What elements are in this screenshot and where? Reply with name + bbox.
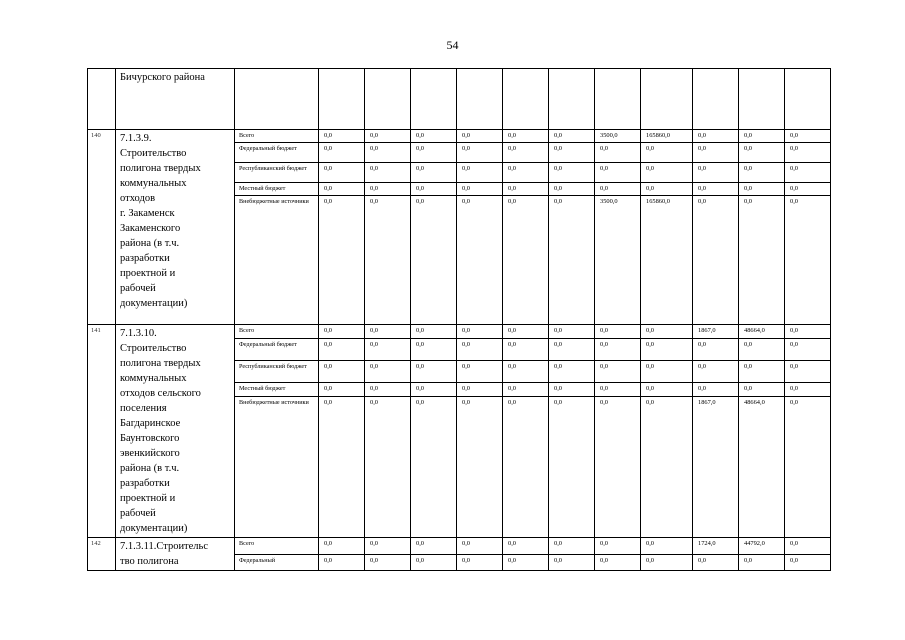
value-cell: 0,0 <box>641 383 693 397</box>
value-cell: 0,0 <box>595 538 641 555</box>
funding-source-label: Внебюджетные источники <box>235 397 319 538</box>
value-cell: 0,0 <box>319 397 365 538</box>
value-cell: 0,0 <box>457 143 503 163</box>
value-cell: 0,0 <box>785 383 831 397</box>
value-cell: 165860,0 <box>641 130 693 143</box>
value-cell: 0,0 <box>319 163 365 183</box>
value-cell: 1724,0 <box>693 538 739 555</box>
value-cell: 0,0 <box>595 183 641 196</box>
value-cell: 0,0 <box>457 339 503 361</box>
value-cell: 0,0 <box>365 339 411 361</box>
funding-source-label: Всего <box>235 130 319 143</box>
value-cell <box>549 69 595 130</box>
value-cell: 0,0 <box>411 554 457 571</box>
value-cell: 3500,0 <box>595 130 641 143</box>
value-cell: 0,0 <box>549 325 595 339</box>
value-cell: 0,0 <box>457 130 503 143</box>
value-cell: 0,0 <box>457 196 503 325</box>
value-cell <box>411 69 457 130</box>
value-cell: 0,0 <box>319 325 365 339</box>
funding-source-label: Федеральный <box>235 554 319 571</box>
row-name: 7.1.3.10. Строительство полигона твердых коммунальных отходов сельского поселения Багдаринское Баунтовского эвенкийского района (в т.ч. разработки проектной и рабочей документации) <box>116 325 235 538</box>
value-cell: 0,0 <box>641 361 693 383</box>
value-cell: 0,0 <box>549 554 595 571</box>
value-cell: 0,0 <box>411 397 457 538</box>
value-cell: 0,0 <box>411 538 457 555</box>
value-cell: 0,0 <box>365 325 411 339</box>
value-cell: 0,0 <box>641 325 693 339</box>
value-cell: 0,0 <box>785 143 831 163</box>
value-cell: 0,0 <box>693 383 739 397</box>
value-cell: 0,0 <box>411 143 457 163</box>
value-cell: 0,0 <box>595 163 641 183</box>
value-cell: 0,0 <box>641 183 693 196</box>
value-cell: 0,0 <box>411 339 457 361</box>
value-cell <box>785 69 831 130</box>
value-cell <box>641 69 693 130</box>
value-cell: 0,0 <box>693 361 739 383</box>
funding-table <box>87 68 831 571</box>
value-cell: 0,0 <box>739 339 785 361</box>
funding-source-label: Местный бюджет <box>235 383 319 397</box>
value-cell: 0,0 <box>457 383 503 397</box>
value-cell: 0,0 <box>503 361 549 383</box>
value-cell: 0,0 <box>503 130 549 143</box>
table-row <box>88 130 831 143</box>
value-cell: 0,0 <box>641 397 693 538</box>
value-cell: 0,0 <box>785 554 831 571</box>
row-name: 7.1.3.11.Строительс тво полигона <box>116 538 235 571</box>
value-cell: 44792,0 <box>739 538 785 555</box>
table-row <box>88 69 831 130</box>
value-cell: 0,0 <box>319 143 365 163</box>
value-cell: 0,0 <box>503 538 549 555</box>
value-cell: 0,0 <box>785 339 831 361</box>
value-cell: 0,0 <box>411 325 457 339</box>
value-cell: 0,0 <box>641 339 693 361</box>
value-cell: 1867,0 <box>693 325 739 339</box>
page-number: 54 <box>446 38 459 52</box>
value-cell: 0,0 <box>365 383 411 397</box>
row-number: 142 <box>88 538 116 571</box>
value-cell: 0,0 <box>785 163 831 183</box>
value-cell: 0,0 <box>319 383 365 397</box>
value-cell: 0,0 <box>503 383 549 397</box>
value-cell: 0,0 <box>319 361 365 383</box>
value-cell: 0,0 <box>365 538 411 555</box>
value-cell <box>319 69 365 130</box>
funding-source-label: Республиканский бюджет <box>235 361 319 383</box>
value-cell: 0,0 <box>503 554 549 571</box>
value-cell: 0,0 <box>457 397 503 538</box>
value-cell: 0,0 <box>549 383 595 397</box>
value-cell <box>693 69 739 130</box>
row-name: 7.1.3.9. Строительство полигона твердых коммунальных отходов г. Закаменск Закаменского района (в т.ч. разработки проектной и рабочей документации) <box>116 130 235 325</box>
value-cell: 0,0 <box>641 554 693 571</box>
funding-source-label: Внебюджетные источники <box>235 196 319 325</box>
value-cell: 0,0 <box>693 130 739 143</box>
value-cell: 3500,0 <box>595 196 641 325</box>
value-cell: 0,0 <box>503 196 549 325</box>
value-cell: 0,0 <box>503 143 549 163</box>
value-cell: 165860,0 <box>641 196 693 325</box>
value-cell: 0,0 <box>693 554 739 571</box>
value-cell: 0,0 <box>549 339 595 361</box>
value-cell: 0,0 <box>411 196 457 325</box>
value-cell: 0,0 <box>457 538 503 555</box>
value-cell: 0,0 <box>595 383 641 397</box>
value-cell: 0,0 <box>365 143 411 163</box>
value-cell: 0,0 <box>319 339 365 361</box>
value-cell: 0,0 <box>365 397 411 538</box>
funding-source-label: Федеральный бюджет <box>235 143 319 163</box>
value-cell <box>457 69 503 130</box>
value-cell: 0,0 <box>503 183 549 196</box>
value-cell: 0,0 <box>693 339 739 361</box>
value-cell: 0,0 <box>319 130 365 143</box>
funding-source-label: Местный бюджет <box>235 183 319 196</box>
value-cell: 0,0 <box>595 143 641 163</box>
value-cell: 0,0 <box>739 554 785 571</box>
value-cell: 0,0 <box>549 130 595 143</box>
value-cell: 0,0 <box>365 183 411 196</box>
value-cell: 0,0 <box>693 163 739 183</box>
value-cell: 0,0 <box>739 361 785 383</box>
value-cell: 0,0 <box>549 143 595 163</box>
value-cell: 0,0 <box>411 130 457 143</box>
value-cell: 0,0 <box>319 538 365 555</box>
value-cell: 0,0 <box>457 163 503 183</box>
table-row <box>88 325 831 339</box>
value-cell: 0,0 <box>739 196 785 325</box>
value-cell: 0,0 <box>549 361 595 383</box>
value-cell: 0,0 <box>739 130 785 143</box>
value-cell: 1867,0 <box>693 397 739 538</box>
value-cell: 0,0 <box>693 143 739 163</box>
value-cell <box>503 69 549 130</box>
row-name: Бичурского района <box>116 69 235 130</box>
value-cell: 0,0 <box>595 339 641 361</box>
value-cell <box>595 69 641 130</box>
value-cell: 0,0 <box>785 397 831 538</box>
value-cell: 0,0 <box>319 554 365 571</box>
value-cell: 0,0 <box>785 196 831 325</box>
value-cell: 0,0 <box>641 163 693 183</box>
value-cell: 0,0 <box>595 554 641 571</box>
row-number <box>88 69 116 130</box>
value-cell: 0,0 <box>785 325 831 339</box>
value-cell: 0,0 <box>503 339 549 361</box>
row-number: 140 <box>88 130 116 325</box>
value-cell <box>365 69 411 130</box>
row-number: 141 <box>88 325 116 538</box>
funding-source <box>235 69 319 130</box>
value-cell: 0,0 <box>411 383 457 397</box>
value-cell: 0,0 <box>785 538 831 555</box>
value-cell: 0,0 <box>549 196 595 325</box>
value-cell: 0,0 <box>457 325 503 339</box>
value-cell: 0,0 <box>595 361 641 383</box>
value-cell: 0,0 <box>503 325 549 339</box>
value-cell: 0,0 <box>595 397 641 538</box>
value-cell: 0,0 <box>739 383 785 397</box>
value-cell: 0,0 <box>319 196 365 325</box>
value-cell: 0,0 <box>785 183 831 196</box>
value-cell: 0,0 <box>595 325 641 339</box>
value-cell: 0,0 <box>365 130 411 143</box>
value-cell: 0,0 <box>693 196 739 325</box>
value-cell: 0,0 <box>319 183 365 196</box>
value-cell: 0,0 <box>503 163 549 183</box>
value-cell: 0,0 <box>411 183 457 196</box>
value-cell: 0,0 <box>457 183 503 196</box>
value-cell: 0,0 <box>641 143 693 163</box>
value-cell: 0,0 <box>365 554 411 571</box>
value-cell: 0,0 <box>549 163 595 183</box>
funding-source-label: Республиканский бюджет <box>235 163 319 183</box>
value-cell: 0,0 <box>641 538 693 555</box>
value-cell: 48664,0 <box>739 397 785 538</box>
value-cell: 0,0 <box>503 397 549 538</box>
value-cell: 0,0 <box>549 183 595 196</box>
value-cell: 0,0 <box>739 183 785 196</box>
value-cell: 0,0 <box>365 163 411 183</box>
value-cell: 0,0 <box>411 163 457 183</box>
value-cell: 0,0 <box>365 196 411 325</box>
table-row <box>88 538 831 555</box>
value-cell: 0,0 <box>785 130 831 143</box>
value-cell: 0,0 <box>549 538 595 555</box>
value-cell <box>739 69 785 130</box>
value-cell: 0,0 <box>365 361 411 383</box>
value-cell: 0,0 <box>739 143 785 163</box>
value-cell: 0,0 <box>457 361 503 383</box>
value-cell: 0,0 <box>457 554 503 571</box>
value-cell: 0,0 <box>411 361 457 383</box>
value-cell: 0,0 <box>739 163 785 183</box>
value-cell: 0,0 <box>693 183 739 196</box>
value-cell: 0,0 <box>785 361 831 383</box>
value-cell: 48664,0 <box>739 325 785 339</box>
funding-source-label: Всего <box>235 325 319 339</box>
funding-source-label: Федеральный бюджет <box>235 339 319 361</box>
value-cell: 0,0 <box>549 397 595 538</box>
funding-source-label: Всего <box>235 538 319 555</box>
